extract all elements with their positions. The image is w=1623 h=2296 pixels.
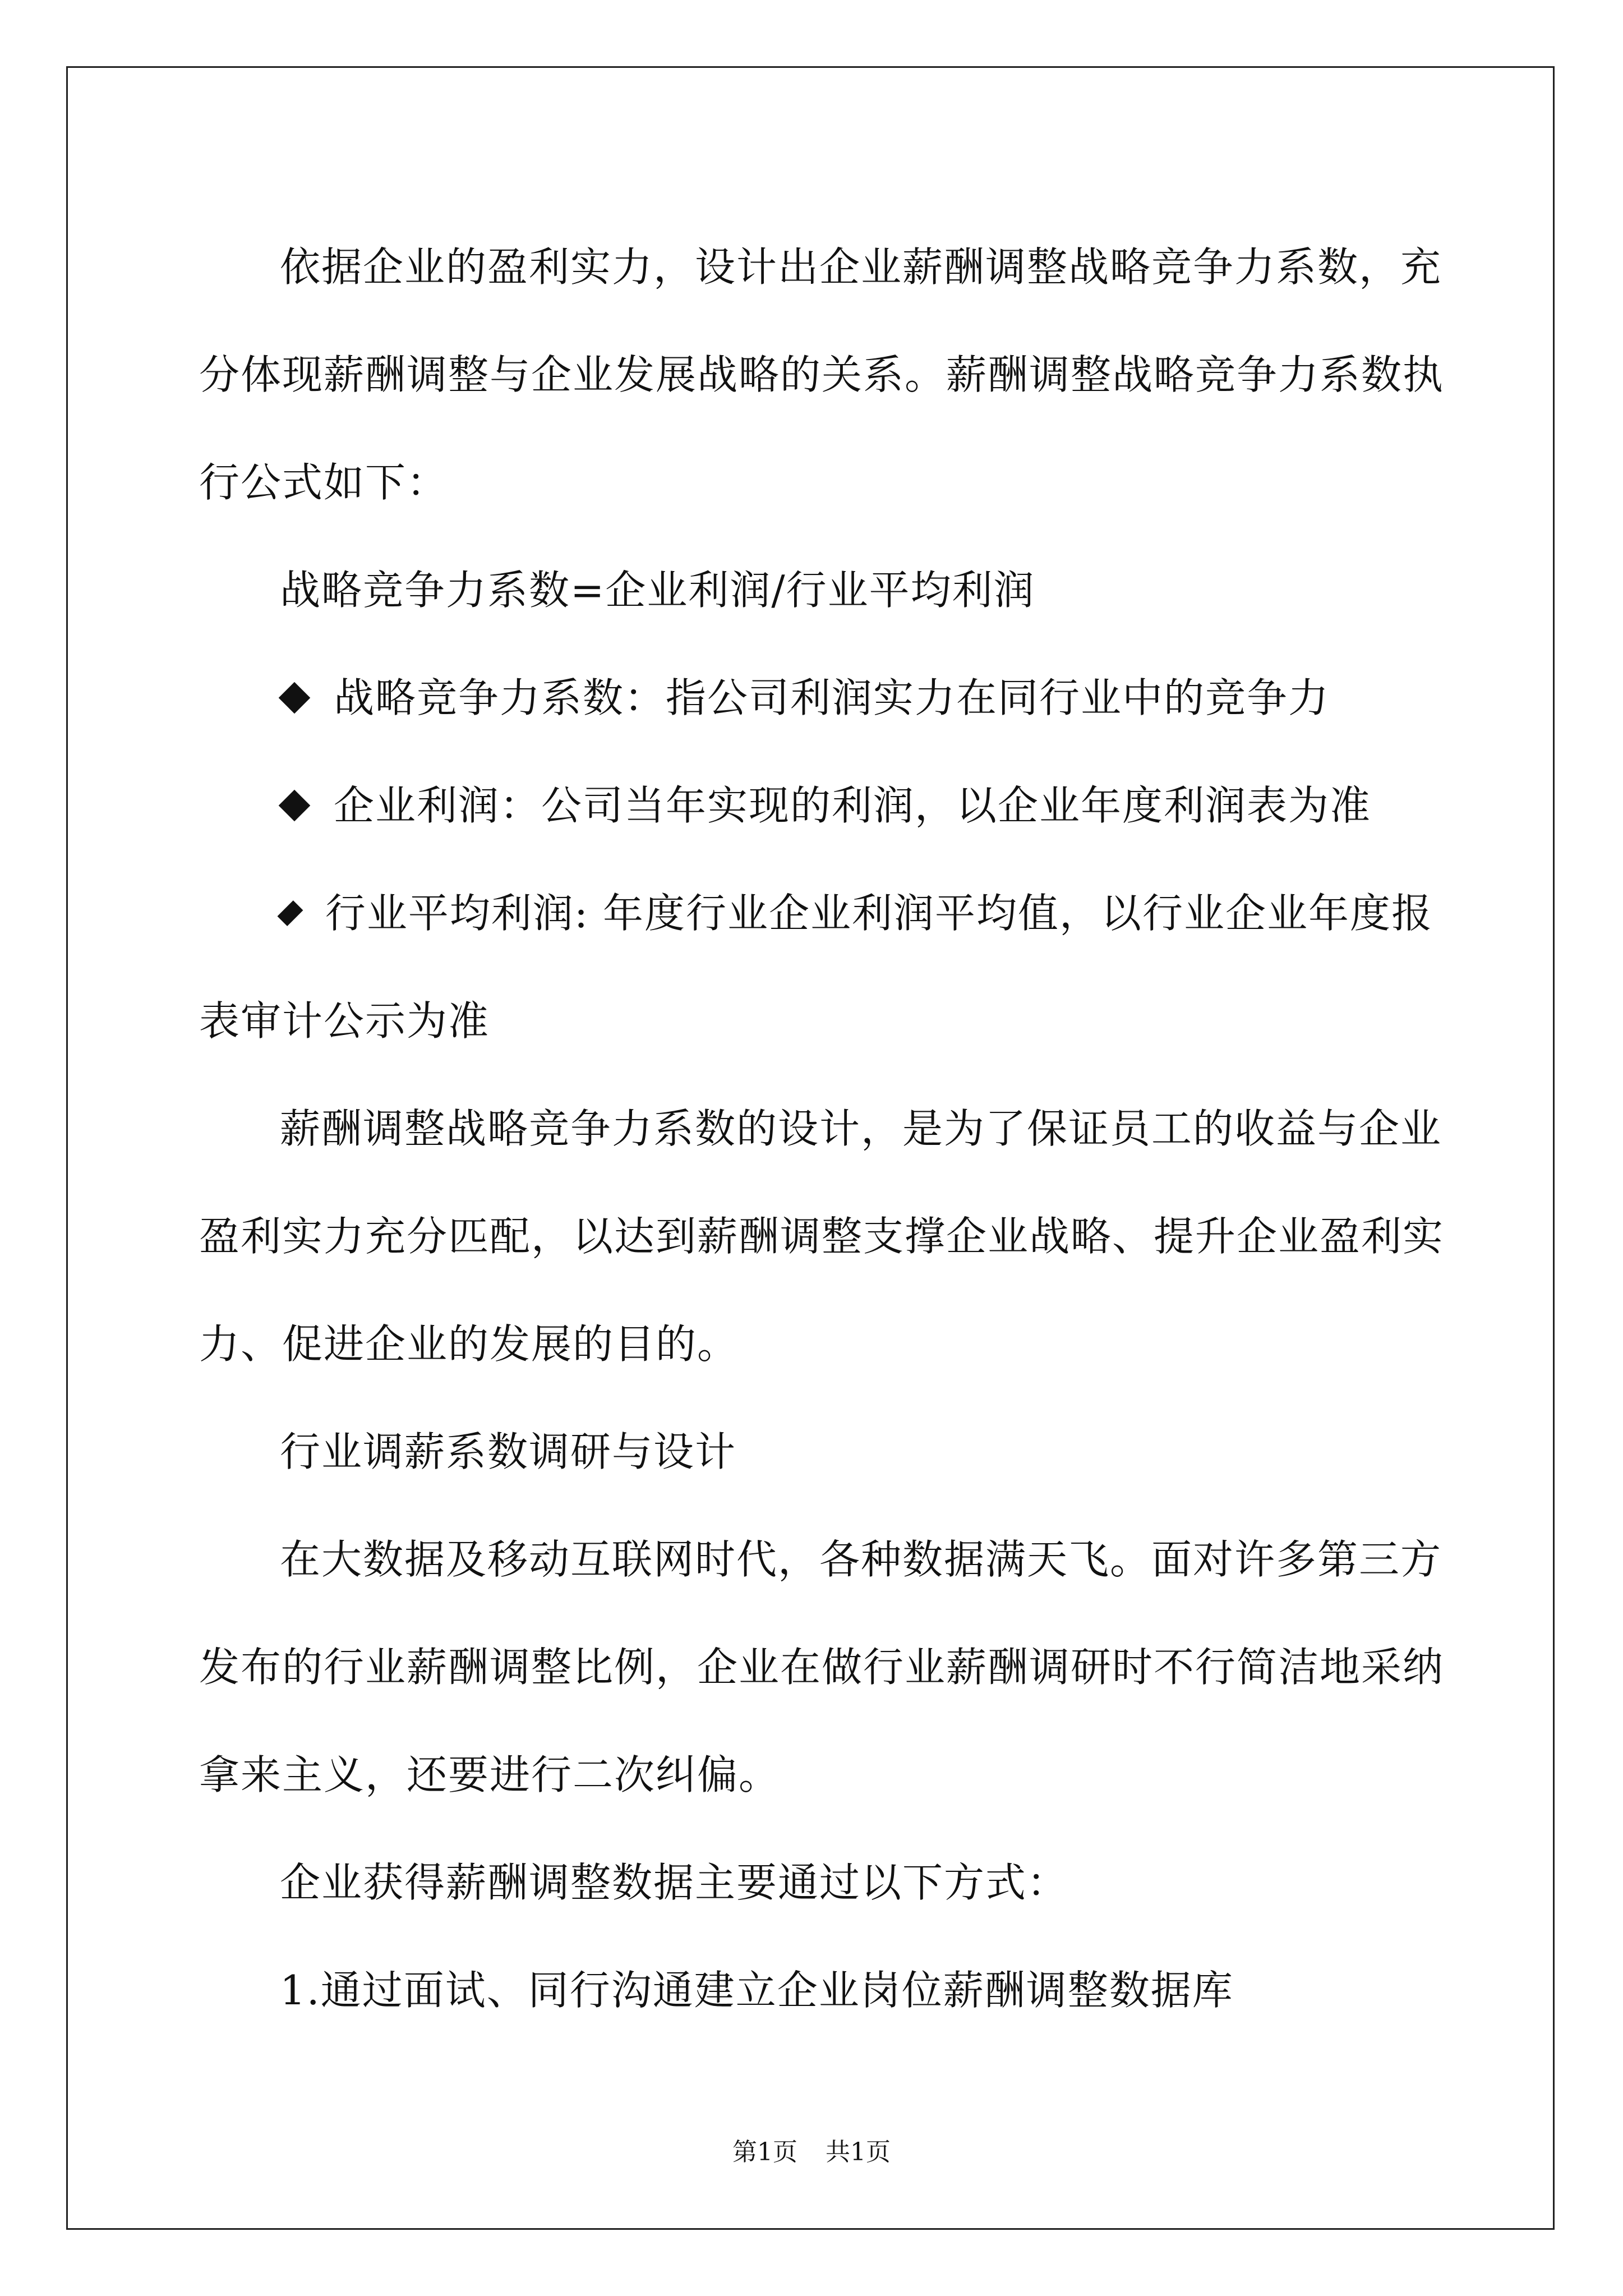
paragraph-line: 发布的行业薪酬调整比例，企业在做行业薪酬调研时不行简洁地采纳 (199, 1644, 1445, 1691)
page-footer (0, 2132, 1623, 2168)
section-heading: 行业调薪系数调研与设计 (280, 1428, 737, 1475)
paragraph-line: 拿来主义，还要进行二次纠偏。 (199, 1751, 781, 1798)
bullet-item (199, 644, 1433, 752)
diamond-bullet-icon (279, 790, 311, 822)
numbered-item: 1.通过面试、同行沟通建立企业岗位薪酬调整数据库 (280, 1967, 1234, 2014)
formula-line: 战略竞争力系数=企业利润/行业平均利润 (280, 567, 1035, 614)
document-body (199, 213, 1445, 2044)
paragraph-line: 表审计公示为准 (199, 997, 490, 1045)
bullet-text: 行业平均利润: 年度行业企业利润平均值，以行业企业年度报 (325, 890, 1433, 937)
paragraph-line: 企业获得薪酬调整数据主要通过以下方式： (280, 1859, 1069, 1906)
paragraph-line: 在大数据及移动互联网时代，各种数据满天飞。面对许多第三方 (280, 1536, 1442, 1583)
paragraph-line: 行公式如下： (199, 459, 449, 506)
bullet-text: 战略竞争力系数：指公司利润实力在同行业中的竞争力 (334, 674, 1330, 721)
paragraph-line: 依据企业的盈利实力，设计出企业薪酬调整战略竞争力系数，充 (280, 243, 1442, 291)
bullet-item (199, 752, 1433, 859)
paragraph-line: 力、促进企业的发展的目的。 (199, 1320, 739, 1368)
bullet-item (199, 859, 1433, 967)
paragraph-line: 分体现薪酬调整与企业发展战略的关系。薪酬调整战略竞争力系数执 (199, 351, 1445, 398)
paragraph-line: 盈利实力充分匹配，以达到薪酬调整支撑企业战略、提升企业盈利实 (199, 1213, 1445, 1260)
page-total: 共1页 (826, 2138, 891, 2166)
paragraph-line: 薪酬调整战略竞争力系数的设计，是为了保证员工的收益与企业 (280, 1105, 1442, 1152)
diamond-bullet-icon (279, 682, 311, 714)
page-number: 第1页 (732, 2138, 797, 2166)
diamond-bullet-icon (277, 900, 303, 926)
bullet-text: 企业利润：公司当年实现的利润，以企业年度利润表为准 (334, 782, 1372, 829)
